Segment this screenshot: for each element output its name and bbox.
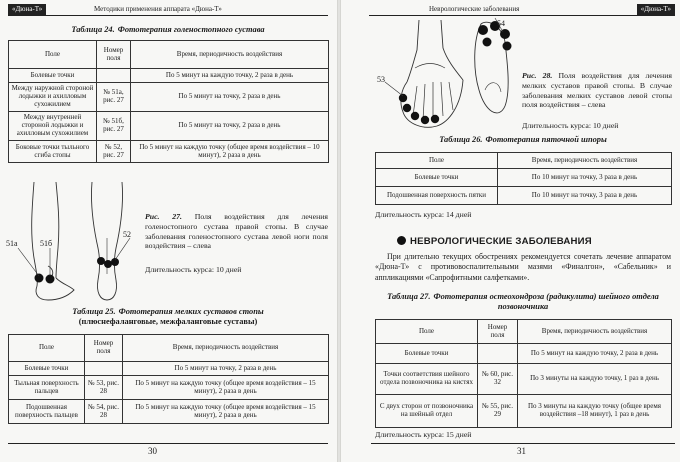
course-duration: Длительность курса: 15 дней	[375, 430, 472, 439]
table25-caption: Таблица 25. Фототерапия мелких суставов стопы (плюснефаланговые, межфаланговые суставы)	[72, 307, 264, 326]
table-cell: № 60, рис. 32	[478, 364, 518, 395]
table-cell: По 5 минут на каждую точку, 2 раза в день	[131, 69, 329, 83]
table-header-row	[9, 41, 329, 69]
figure-label-52: 52	[123, 230, 131, 239]
table-cell: Болевые точки	[9, 362, 85, 376]
table-cell: По 5 минут на каждую точку (общее время воздействия – 15 минут), 2 раза в день	[123, 376, 329, 400]
table-cell: Тыльная поверхность пальцев	[9, 376, 85, 400]
course-duration: Длительность курса: 14 дней	[375, 210, 472, 219]
figure-label-54: 54	[497, 19, 505, 28]
column-header: Поле	[376, 320, 478, 344]
column-header: Поле	[9, 335, 85, 362]
page-header	[8, 4, 328, 16]
column-header: Время, периодичность воздействия	[131, 41, 329, 69]
page-number: 30	[148, 445, 157, 456]
table-cell: Точки соответствия шейного отдела позвоночника на кистях	[376, 364, 478, 395]
table-row	[9, 112, 329, 141]
table-row	[376, 364, 672, 395]
table-header-row	[9, 335, 329, 362]
table24	[8, 40, 329, 163]
section-bullet-icon	[397, 236, 406, 245]
table-cell: По 5 минут на каждую точку (общее время воздействия – 15 минут), 2 раза в день	[123, 400, 329, 424]
table-cell: № 55, рис. 29	[478, 395, 518, 428]
table24-caption: Таблица 24. Фототерапия голеностопного сустава	[71, 25, 265, 34]
running-title: Неврологические заболевания	[429, 5, 520, 13]
table-row	[9, 83, 329, 112]
table-cell	[85, 362, 123, 376]
right-page	[341, 0, 680, 462]
column-header: Поле	[376, 153, 498, 169]
table-cell: По 10 минут на точку, 3 раза в день	[498, 169, 672, 187]
table-row	[9, 69, 329, 83]
table-cell: По 5 минут на точку, 2 раза в день	[131, 112, 329, 141]
table-cell: № 52, рис. 27	[97, 141, 131, 163]
table-row	[9, 362, 329, 376]
table-row	[9, 400, 329, 424]
table27-caption: Таблица 27. Фототерапия остеохондроза (радикулита) шейного отдела позвоночника	[387, 292, 659, 311]
table-cell: По 5 минут на точку, 2 раза в день	[123, 362, 329, 376]
table-cell: С двух сторон от позвоночника на шейный отдел	[376, 395, 478, 428]
table-cell: Подошвенная поверхность пальцев	[9, 400, 85, 424]
table-header-row	[376, 153, 672, 169]
table-row	[376, 395, 672, 428]
table26-caption: Таблица 26. Фототерапия пяточной шпоры	[439, 135, 607, 144]
table-cell	[478, 344, 518, 364]
course-duration: Длительность курса: 10 дней	[522, 121, 619, 130]
column-header: Номер поля	[85, 335, 123, 362]
column-header: Поле	[9, 41, 97, 69]
table-row	[9, 141, 329, 163]
column-header: Время, периодичность воздействия	[518, 320, 672, 344]
section-intro: При длительно текущих обострениях рекомендуется сочетать лечение аппаратом «Дюна-Т» с противовоспалительными мазями «Финалгон», «Сабельник» и аппликациями «Сапрофитными салфетками».	[375, 252, 671, 282]
column-header: Время, периодичность воздействия	[498, 153, 672, 169]
table-cell: Подошвенная поверхность пятки	[376, 187, 498, 205]
table-row	[376, 187, 672, 205]
brand-tab: «Дюна-Т»	[637, 4, 675, 15]
table27	[375, 319, 672, 428]
figure-label-53: 53	[377, 75, 385, 84]
table-cell: Болевые точки	[376, 344, 478, 364]
table-cell: По 5 минут на точку, 2 раза в день	[131, 83, 329, 112]
table-cell: Боковые точки тыльного сгиба стопы	[9, 141, 97, 163]
column-header: Номер поля	[478, 320, 518, 344]
table-cell: По 3 минуты на каждую точку (общее время воздействия –18 минут), 1 раз в день	[518, 395, 672, 428]
table-cell: № 53, рис. 28	[85, 376, 123, 400]
table-cell: № 51а, рис. 27	[97, 83, 131, 112]
table-cell: № 54, рис. 28	[85, 400, 123, 424]
table25	[8, 334, 329, 424]
table-cell: По 10 минут на точку, 3 раза в день	[498, 187, 672, 205]
table-cell: По 5 минут на каждую точку (общее время воздействия – 10 минут), 2 раза в день	[131, 141, 329, 163]
footer-rule	[8, 443, 328, 444]
figure27-caption: Рис. 27. Поля воздействия для лечения голеностопного сустава правой стопы. В случае заболевания голеностопного сустава левой ноги поля воздействия – слева	[145, 212, 328, 251]
table-cell: Между наружной стороной лодыжки и ахилловым сухожилием	[9, 83, 97, 112]
running-title: Методики применения аппарата «Дюна-Т»	[94, 5, 222, 13]
column-header: Время, периодичность воздействия	[123, 335, 329, 362]
course-duration: Длительность курса: 10 дней	[145, 265, 242, 274]
figure-label-51a: 51а	[6, 239, 18, 248]
page-header	[369, 4, 675, 16]
table-row	[376, 169, 672, 187]
section-heading: НЕВРОЛОГИЧЕСКИЕ ЗАБОЛЕВАНИЯ	[397, 236, 657, 247]
table-row	[376, 344, 672, 364]
table-cell: № 51б, рис. 27	[97, 112, 131, 141]
column-header: Номер поля	[97, 41, 131, 69]
table-cell: Между внутренней стороной лодыжки и ахилловым сухожилием	[9, 112, 97, 141]
brand-tab: «Дюна-Т»	[8, 4, 46, 15]
table-cell: Болевые точки	[376, 169, 498, 187]
footer-rule	[371, 443, 675, 444]
page-number: 31	[517, 445, 526, 456]
figure28-caption: Рис. 28. Поля воздействия для лечения мелких суставов правой стопы. В случае заболевания мелких суставов левой стопы поля воздействия – слева	[522, 71, 672, 110]
table-cell: По 3 минуты на каждую точку, 1 раз в день	[518, 364, 672, 395]
figure28-feet-illustration	[377, 20, 517, 135]
table-cell: Болевые точки	[9, 69, 97, 83]
table26	[375, 152, 672, 205]
table-header-row	[376, 320, 672, 344]
table-row	[9, 376, 329, 400]
figure-label-51b: 51б	[40, 239, 53, 248]
left-page	[0, 0, 337, 462]
table-cell	[97, 69, 131, 83]
table-cell: По 5 минут на каждую точку, 2 раза в день	[518, 344, 672, 364]
figure27-legs-illustration	[4, 178, 144, 308]
